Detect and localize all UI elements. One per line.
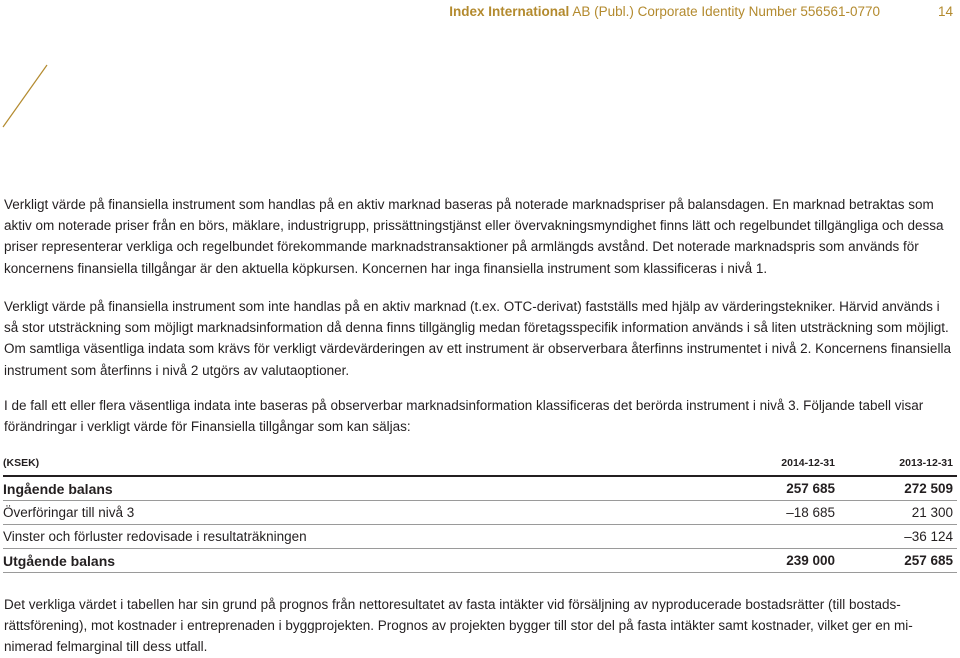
company-id-text: AB (Publ.) Corporate Identity Number 556561-0770 — [569, 4, 880, 19]
paragraph-level3: I de fall ett eller flera väsentliga indata inte baseras på observerbar marknadsinformation klassificeras det berörda instrument i nivå 3. Följande tabell visar förändringar i verkligt värde för Finansiella tillgångar som kan säljas: — [4, 398, 924, 435]
row-label: Utgående balans — [3, 549, 711, 573]
fair-value-table — [3, 451, 957, 573]
value-2014: 257 685 — [711, 476, 839, 501]
table-row — [3, 501, 957, 525]
table-header-row — [3, 451, 957, 476]
column-header-2014: 2014-12-31 — [711, 451, 839, 476]
company-name: Index International — [449, 4, 570, 19]
value-2014: 239 000 — [711, 549, 839, 573]
value-2013: 21 300 — [839, 501, 957, 525]
paragraph-level1: Verkligt värde på finansiella instrument som handlas på en aktiv marknad baseras på noterade marknadspriser på balansdagen. En marknad betraktas som aktiv om noterade priser från en börs, mäklare, industrigrupp, prissättningstjänst eller övervakningsmyndighet finns lätt och regelbundet tillgängliga och dessa priser representerar verkliga och regelbundet förekommande marknadstransaktioner på armlängds avstånd. Det noterade marknadspris som används för koncernens finansiella tillgångar är den aktuella köpkursen. Koncernen har inga finansiella instrument som klassificeras i nivå 1. — [4, 197, 944, 276]
decorative-slash — [0, 60, 60, 135]
table-row — [3, 525, 957, 549]
value-2014 — [711, 525, 839, 549]
row-label: Vinster och förluster redovisade i resultaträkningen — [3, 525, 711, 549]
page-number: 14 — [937, 4, 953, 19]
row-label: Överföringar till nivå 3 — [3, 501, 711, 525]
value-2013: 257 685 — [839, 549, 957, 573]
value-2014: –18 685 — [711, 501, 839, 525]
company-identity — [449, 3, 880, 20]
value-2013: 272 509 — [839, 476, 957, 501]
table-row — [3, 476, 957, 501]
paragraph-level2: Verkligt värde på finansiella instrument som inte handlas på en aktiv marknad (t.ex. OTC-derivat) fastställs med hjälp av värderingstekniker. Härvid används i så stor utsträckning som möjligt marknadsinformation då denna finns tillgänglig medan företagsspecifik information används i så liten utsträckning som möjligt. Om samtliga väsentliga indata som krävs för verkligt värdevärderingen av ett instrument är observerbara återfinns instrumentet i nivå 2. Koncernens finansiella instrument som återfinns i nivå 2 utgörs av valutaoptioner. — [4, 299, 951, 378]
page-header — [0, 3, 960, 20]
row-label: Ingående balans — [3, 476, 711, 501]
table-row — [3, 549, 957, 573]
column-header-2013: 2013-12-31 — [839, 451, 957, 476]
value-2013: –36 124 — [839, 525, 957, 549]
paragraph-table-note: Det verkliga värdet i tabellen har sin grund på prognos från nettoresultatet av fasta intäkter vid försäljning av nyproducerade bostadsrätter (till bostadsrättsförening), mot kostnader i entreprenaden i byggprojekten. Prognos av projekten bygger till stor del på fasta intäkter samt kostnader, vilket ger en minimerad felmarginal till dess utfall. — [4, 597, 913, 655]
column-header-unit: (KSEK) — [3, 451, 711, 476]
